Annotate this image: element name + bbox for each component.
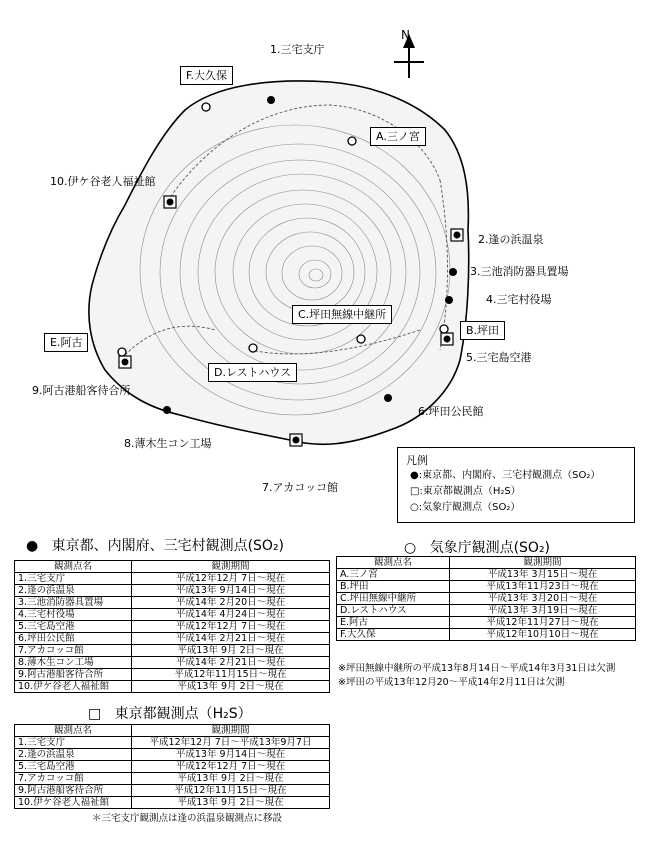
table-row — [15, 797, 330, 809]
site-marker-3 — [449, 268, 457, 276]
station-name-cell: 1.三宅支庁 — [15, 737, 132, 749]
legend-title: 凡例 — [406, 454, 428, 467]
period-cell: 平成14年 2月21日～現在 — [132, 633, 330, 645]
jma-label-d: D.レストハウス — [208, 363, 297, 382]
jma-marker-f — [202, 103, 210, 111]
period-cell: 平成13年 9月14日～現在 — [132, 749, 330, 761]
station-name-cell: 7.アカコッコ館 — [15, 773, 132, 785]
column-header: 観測期間 — [132, 561, 330, 573]
period-cell: 平成13年 9月 2日～現在 — [132, 773, 330, 785]
table-row — [337, 629, 636, 641]
column-header: 観測点名 — [337, 557, 450, 569]
site-label-7: 7.アカコッコ館 — [262, 481, 339, 494]
column-header: 観測期間 — [132, 725, 330, 737]
period-cell: 平成14年 2月21日～現在 — [132, 657, 330, 669]
tokyo-so2-table — [14, 560, 330, 693]
station-name-cell: 10.伊ケ谷老人福祉館 — [15, 681, 132, 693]
period-cell: 平成13年11月23日～現在 — [450, 581, 636, 593]
station-name-cell: 9.阿古港船客待合所 — [15, 785, 132, 797]
site-marker-8 — [163, 406, 171, 414]
table-row — [15, 645, 330, 657]
site-label-2: 2.逢の浜温泉 — [478, 233, 544, 246]
jma-so2-title-row — [404, 537, 550, 557]
period-cell: 平成13年 9月 2日～現在 — [132, 797, 330, 809]
legend-row-tokyo-so2: ●:東京都、内閣府、三宅村観測点（SO₂） — [410, 470, 601, 481]
period-cell: 平成14年 4月24日～現在 — [132, 609, 330, 621]
filled-circle-icon: ● — [26, 538, 39, 554]
table-row — [15, 737, 330, 749]
tokyo-so2-title: 東京都、内閣府、三宅村観測点(SO₂) — [51, 538, 285, 554]
table-row — [15, 573, 330, 585]
station-name-cell: A.三ノ宮 — [337, 569, 450, 581]
site-marker-6 — [384, 394, 392, 402]
jma-label-a: A.三ノ宮 — [370, 127, 426, 146]
station-name-cell: B.坪田 — [337, 581, 450, 593]
site-marker-1 — [267, 96, 275, 104]
period-cell: 平成13年 3月19日～現在 — [450, 605, 636, 617]
table-row — [15, 749, 330, 761]
station-name-cell: 4.三宅村役場 — [15, 609, 132, 621]
station-name-cell: F.大久保 — [337, 629, 450, 641]
square-icon: □ — [88, 706, 102, 722]
site-label-3: 3.三池消防器具置場 — [470, 265, 569, 278]
site-label-8: 8.薄木生コン工場 — [124, 437, 212, 450]
period-cell: 平成12年12月 7日～現在 — [132, 573, 330, 585]
tokyo-h2s-title: 東京都観測点（H₂S） — [114, 706, 252, 722]
station-name-cell: 6.坪田公民館 — [15, 633, 132, 645]
period-cell: 平成13年 3月20日～現在 — [450, 593, 636, 605]
column-header: 観測点名 — [15, 725, 132, 737]
table-row — [337, 617, 636, 629]
period-cell: 平成14年 2月20日～現在 — [132, 597, 330, 609]
table-row — [15, 585, 330, 597]
table-row — [15, 681, 330, 693]
jma-marker-b — [440, 325, 448, 333]
jma-marker-e — [118, 348, 126, 356]
period-cell: 平成12年10月10日～現在 — [450, 629, 636, 641]
legend-row-tokyo-h2s: □:東京都観測点（H₂S） — [410, 486, 521, 497]
station-name-cell: 3.三池消防器具置場 — [15, 597, 132, 609]
station-name-cell: D.レストハウス — [337, 605, 450, 617]
table-row — [15, 597, 330, 609]
station-name-cell: E.阿古 — [337, 617, 450, 629]
station-name-cell: 5.三宅島空港 — [15, 621, 132, 633]
site-label-5: 5.三宅島空港 — [466, 351, 532, 364]
station-name-cell: 5.三宅島空港 — [15, 761, 132, 773]
station-name-cell: 7.アカコッコ館 — [15, 645, 132, 657]
table-row — [15, 773, 330, 785]
period-cell: 平成12年12月 7日～平成13年9月7日 — [132, 737, 330, 749]
table-row — [337, 605, 636, 617]
jma-so2-title: 気象庁観測点(SO₂) — [429, 540, 551, 556]
north-label: N — [401, 28, 410, 42]
station-name-cell: 8.薄木生コン工場 — [15, 657, 132, 669]
h2s-note: ＊三宅支庁観測点は逢の浜温泉観測点に移設 — [92, 813, 283, 824]
tokyo-h2s-title-row — [88, 703, 252, 723]
period-cell: 平成12年11月15日～現在 — [132, 785, 330, 797]
site-label-9: 9.阿古港船客待合所 — [32, 384, 131, 397]
site-marker-4 — [445, 296, 453, 304]
site-label-10: 10.伊ケ谷老人福祉館 — [50, 175, 156, 188]
period-cell: 平成13年 9月 2日～現在 — [132, 681, 330, 693]
table-row — [15, 609, 330, 621]
column-header: 観測期間 — [450, 557, 636, 569]
jma-label-b: B.坪田 — [460, 321, 505, 340]
tokyo-so2-title-row — [26, 535, 284, 555]
period-cell: 平成12年11月15日～現在 — [132, 669, 330, 681]
table-row — [15, 761, 330, 773]
table-row — [15, 785, 330, 797]
jma-so2-table — [336, 556, 636, 641]
jma-label-e: E.阿古 — [44, 333, 88, 352]
tokyo-h2s-table — [14, 724, 330, 809]
station-name-cell: C.坪田無線中継所 — [337, 593, 450, 605]
jma-label-c: C.坪田無線中継所 — [292, 305, 392, 324]
table-row — [337, 581, 636, 593]
jma-label-f: F.大久保 — [180, 66, 233, 85]
period-cell: 平成13年 9月14日～現在 — [132, 585, 330, 597]
map-legend — [397, 447, 635, 523]
site-label-4: 4.三宅村役場 — [486, 293, 552, 306]
station-name-cell: 1.三宅支庁 — [15, 573, 132, 585]
site-label-6: 6.坪田公民館 — [418, 405, 484, 418]
table-row — [15, 669, 330, 681]
table-row — [15, 657, 330, 669]
station-name-cell: 2.逢の浜温泉 — [15, 585, 132, 597]
jma-marker-d — [249, 344, 257, 352]
period-cell: 平成13年 3月15日～現在 — [450, 569, 636, 581]
legend-row-jma-so2: ○:気象庁観測点（SO₂） — [410, 502, 521, 513]
column-header: 観測点名 — [15, 561, 132, 573]
station-name-cell: 10.伊ケ谷老人福祉館 — [15, 797, 132, 809]
period-cell: 平成12年11月27日～現在 — [450, 617, 636, 629]
jma-note-1: ※坪田無線中継所の平成13年8月14日～平成14年3月31日は欠測 — [338, 663, 616, 674]
period-cell: 平成12年12月 7日～現在 — [132, 621, 330, 633]
period-cell: 平成13年 9月 2日～現在 — [132, 645, 330, 657]
jma-marker-a — [348, 137, 356, 145]
station-name-cell: 9.阿古港船客待合所 — [15, 669, 132, 681]
table-row — [15, 633, 330, 645]
period-cell: 平成12年12月 7日～現在 — [132, 761, 330, 773]
table-row — [337, 569, 636, 581]
open-circle-icon: ○ — [404, 540, 417, 556]
table-row — [15, 621, 330, 633]
site-label-1: 1.三宅支庁 — [270, 43, 325, 56]
station-name-cell: 2.逢の浜温泉 — [15, 749, 132, 761]
jma-note-2: ※坪田の平成13年12月20～平成14年2月11日は欠測 — [338, 677, 565, 688]
jma-marker-c — [357, 335, 365, 343]
table-row — [337, 593, 636, 605]
